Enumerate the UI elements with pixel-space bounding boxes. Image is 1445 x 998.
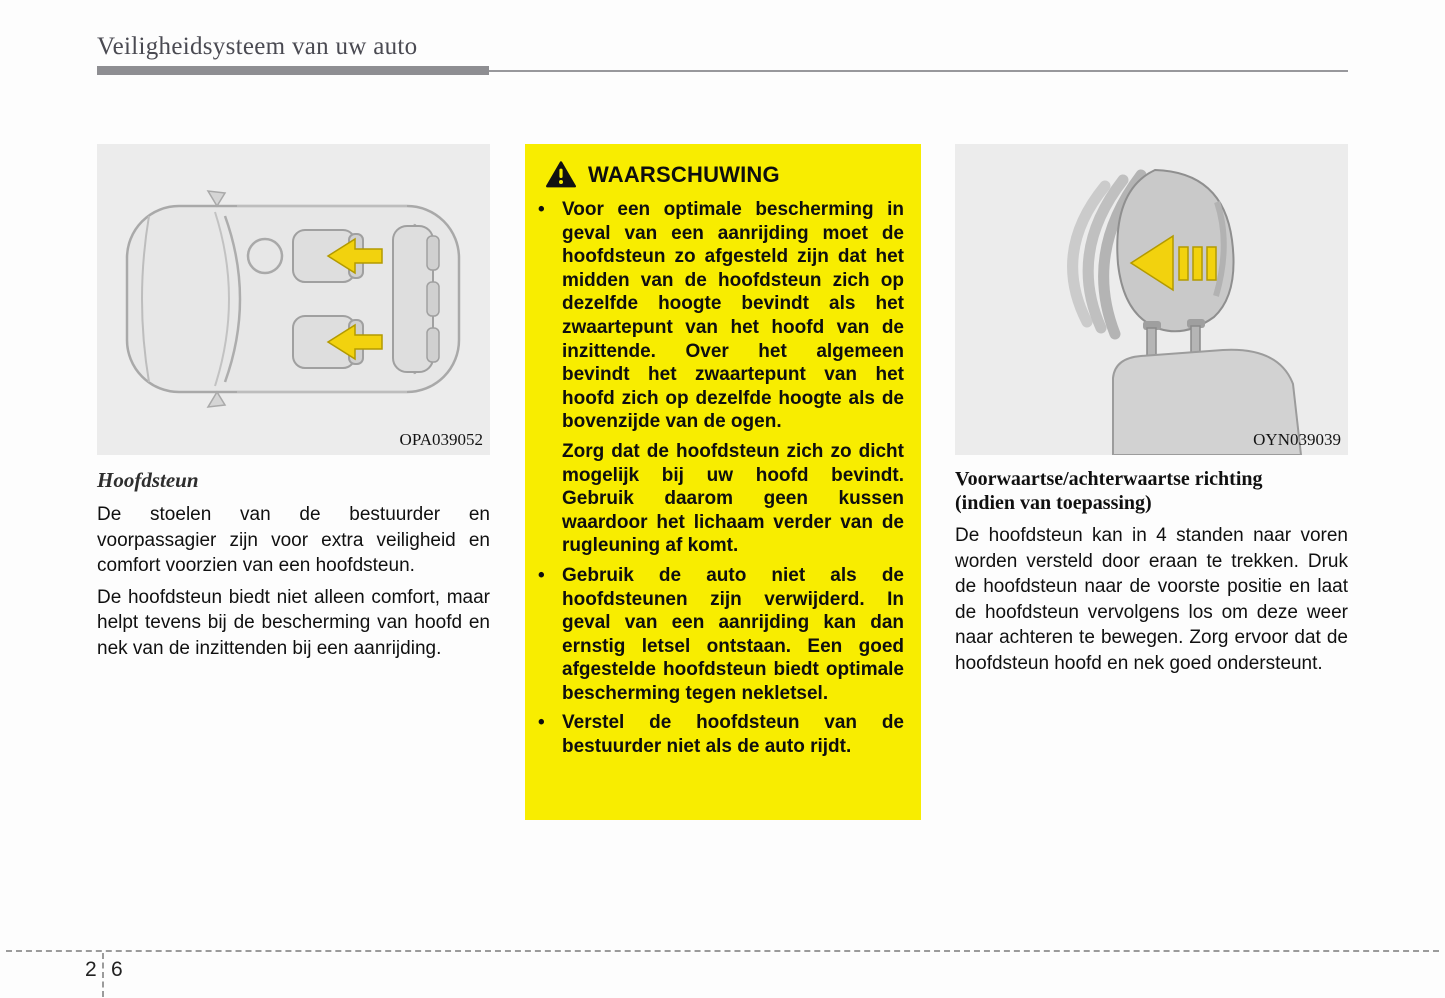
car-top-view-figure [97, 144, 490, 455]
bullet-marker: • [538, 712, 545, 734]
footer-divider [102, 953, 104, 997]
footer-page-number: 6 [111, 958, 123, 981]
warning-text: Gebruik de auto niet als de hoofdsteunen zijn verwijderd. In geval van een aanrijding kan dan ernstig letsel ontstaan. Een goed afgestelde hoofdsteun biedt optimale bescherming tegen nekletsel. [562, 564, 904, 704]
headrest-illustration [955, 144, 1348, 455]
bullet-marker-empty [538, 440, 562, 558]
paragraph: De hoofdsteun biedt niet alleen comfort, maar helpt tevens bij de bescherming van hoofd en nek van de inzittenden bij een aanrijding. [97, 586, 490, 659]
section-heading-hoofdsteun: Hoofdsteun [97, 468, 199, 492]
section-heading-richting: Voorwaartse/achterwaartse richting (indien van toepassing) [955, 468, 1263, 514]
left-column [97, 144, 490, 661]
page-title: Veiligheidsysteem van uw auto [97, 33, 418, 60]
figure-caption: OPA039052 [399, 430, 483, 449]
figure-caption: OYN039039 [1253, 430, 1341, 449]
warning-text: Verstel de hoofdsteun van de bestuurder niet als de auto rijdt. [562, 712, 904, 758]
warning-text: Zorg dat de hoofdsteun zich zo dicht mogelijk bij uw hoofd bevindt. Gebruik daarom geen kussen waardoor het lichaam verder van de rugleuning af komt. [562, 440, 904, 557]
warning-list-item [538, 564, 904, 706]
paragraph: De hoofdsteun kan in 4 standen naar voren worden versteld door eraan te trekken. Druk de hoofdsteun naar de voorste positie en laat de hoofdsteun vervolgens los om deze weer naar achteren te bewegen. Zorg ervoor dat de hoofdsteun hoofd en nek goed ondersteunt. [955, 525, 1348, 674]
paragraph: De stoelen van de bestuurder en voorpassagier zijn voor extra veiligheid en comfort voorzien van een hoofdsteun. [97, 504, 490, 576]
warning-text: Voor een optimale bescherming in geval van een aanrijding moet de hoofdsteun zo afgesteld zijn dat het midden van de hoofdsteun zich op dezelfde hoogte bevindt als het zwaartepunt van het hoofd van de inzittende. Over het algemeen bevindt het zwaartepunt van het hoofd zich op dezelfde hoogte als de bovenzijde van de ogen. [562, 199, 904, 433]
warning-list-item [538, 711, 904, 758]
warning-title-row [546, 161, 904, 188]
side-mirror-left [208, 191, 225, 206]
warning-list-item [538, 198, 904, 434]
header-rule-thick [97, 66, 489, 75]
headrest-figure [955, 144, 1348, 455]
footer-dashed-rule [6, 950, 1439, 952]
bullet-marker: • [538, 564, 545, 586]
warning-title: WAARSCHUWING [588, 161, 780, 187]
right-column [955, 144, 1348, 676]
side-mirror-right [208, 392, 225, 407]
warning-list-item [538, 440, 904, 558]
car-top-view-illustration [97, 144, 490, 455]
footer-chapter-number: 2 [85, 958, 97, 981]
warning-triangle-icon [546, 161, 576, 188]
bullet-marker: • [538, 199, 545, 220]
warning-box [525, 144, 921, 820]
